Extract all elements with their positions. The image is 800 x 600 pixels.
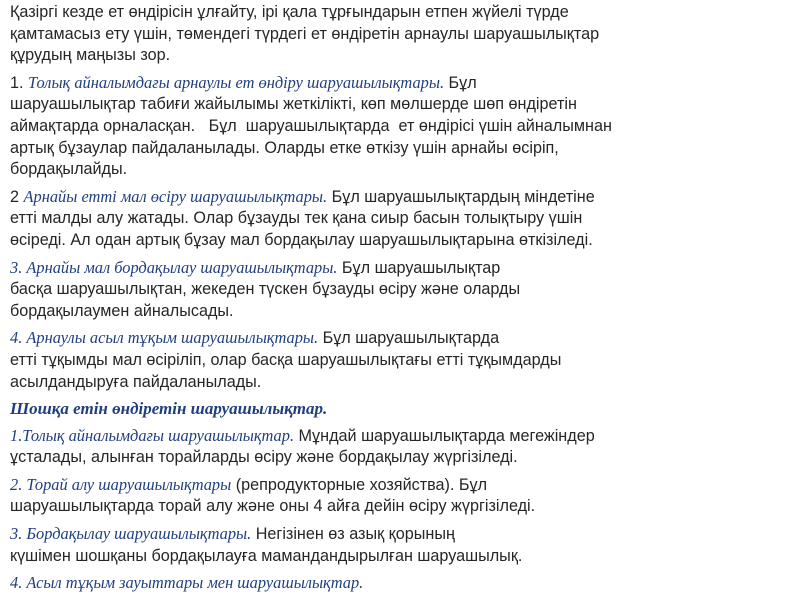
section-1-paragraph [10,72,792,181]
text-line [10,572,792,595]
section-heading: Арнайы етті мал өсіру шаруашылықтары. [23,186,328,206]
text-fragment: Негізінен өз азық қорының [251,525,455,544]
text-line: Қазіргі кезде ет өндірісін ұлғайту, ірі қала тұрғындарын етпен жүйелі түрде [10,3,569,21]
section-heading: 2. Торай алу шаруашылықтары [10,474,232,494]
text-line: қамтамасыз ету үшін, төмендегі түрдегі ет өндіретін арнаулы шаруашылықтар [10,24,600,43]
text-line: артық бұзаулар пайдаланылады. Оларды етке өткізу үшін арнайы өсіріп, [10,138,559,157]
section-heading: Толық айналымдағы арнаулы ет өндіру шаруашылықтары. [28,72,445,92]
document-page [10,2,792,600]
text-line: етті малды алу жатады. Олар бұзауды тек қана сиыр басын толықтыру үшін [10,209,583,228]
pig-2-paragraph [10,474,792,518]
text-fragment: Бұл шаруашылықтардың міндетіне [327,187,595,206]
text-line [10,327,792,350]
text-line: басқа шаруашылықтан, жекеден түскен бұзауды өсіру және оларды [10,280,521,299]
text-line [10,474,792,497]
section-heading: 1.Толық айналымдағы шаруашылықтар. [10,425,295,445]
text-line: өсіреді. Ал одан артық бұзау мал бордақылау шаруашылықтарына өткізіледі. [10,230,593,249]
text-line: аймақтарда орналасқан. Бұл шаруашылықтарда ет өндірісі үшін айналымнан [10,116,612,135]
text-line: шаруашылықтарда торай алу және оны 4 айға дейін өсіру жүргізіледі. [10,497,536,516]
section-title: Шошқа етін өндіретін шаруашылықтар. [10,399,328,419]
text-fragment: Мұндай шаруашылықтарда мегежіндер [294,426,595,445]
text-fragment: Бұл шаруашылықтар [337,258,501,277]
intro-paragraph [10,2,792,67]
section-heading: 4. Арнаулы асыл тұқым шаруашылықтары. [10,328,319,348]
section-heading: 4. Асыл тұқым зауыттары мен шаруашылықтар. [10,573,364,593]
text-fragment: (репродукторные хозяйства). Бұл [231,475,488,494]
text-line: бордақылайды. [10,160,128,179]
text-line [10,72,792,95]
section-2-paragraph [10,186,792,252]
text-line [10,186,792,209]
section-number: 2 [10,187,24,206]
text-line [10,257,792,280]
pig-section-title [10,398,792,420]
text-line: бордақылаумен айналысады. [10,301,234,320]
section-number: 1. [10,73,28,92]
text-line: күшімен шошқаны бордақылауға мамандандырылған шаруашылық. [10,546,523,565]
text-fragment: Бұл [444,73,477,92]
section-4-paragraph [10,327,792,393]
section-heading: 3. Арнайы мал бордақылау шаруашылықтары. [10,257,338,277]
pig-4-paragraph [10,572,792,595]
pig-1-paragraph [10,425,792,469]
text-line: ұсталады, алынған торайларды өсіру және бордақылау жүргізіледі. [10,448,518,467]
section-3-paragraph [10,257,792,323]
section-heading: 3. Бордақылау шаруашылықтары. [10,524,252,544]
text-line: құрудың маңызы зор. [10,46,171,65]
text-line: асылдандыруға пайдаланылады. [10,372,262,391]
text-line: етті тұқымды мал өсіріліп, олар басқа шаруашылықтағы етті тұқымдарды [10,350,562,369]
text-line: шаруашылықтар табиғи жайылымы жеткілікті, көп мөлшерде шөп өндіретін [10,95,577,114]
pig-3-paragraph [10,523,792,567]
text-line [10,523,792,546]
text-line [10,425,792,448]
text-fragment: Бұл шаруашылықтарда [318,329,500,348]
